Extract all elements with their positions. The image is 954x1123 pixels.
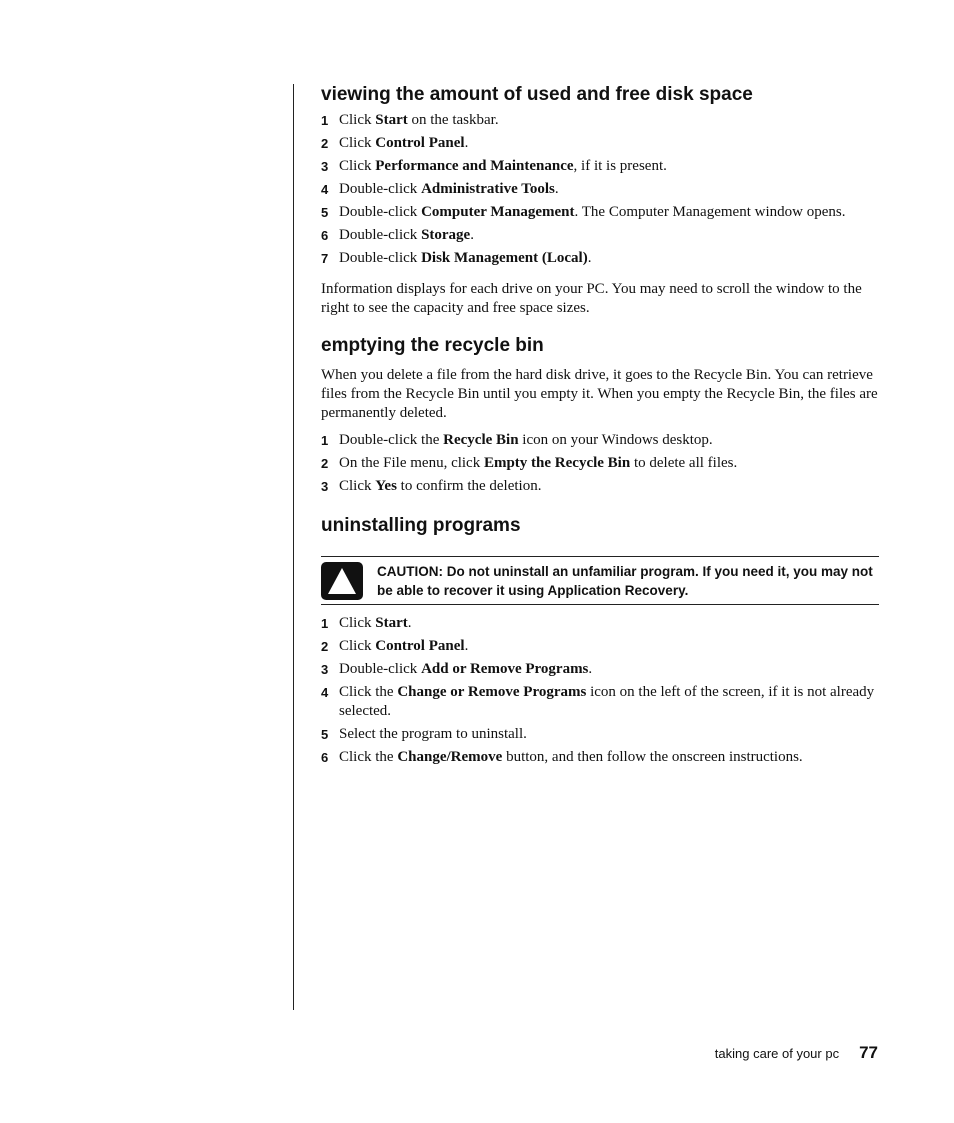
step-command: Performance and Maintenance xyxy=(375,158,574,174)
step-text-end: . xyxy=(464,638,469,654)
step-list xyxy=(321,431,879,496)
step-list xyxy=(321,614,879,767)
step-text-end: , if it is present. xyxy=(573,158,667,174)
step-number: 5 xyxy=(321,205,329,220)
caution-text: CAUTION: Do not uninstall an unfamiliar program. If you need it, you may not be able to recover it using Application Recovery. xyxy=(377,564,873,598)
step-item xyxy=(321,614,879,633)
step-command: Storage xyxy=(421,227,471,243)
step-item xyxy=(321,111,879,130)
step-command: Yes xyxy=(375,478,397,494)
section-uninstall xyxy=(321,514,879,767)
step-number: 2 xyxy=(321,456,329,471)
step-item xyxy=(321,683,879,721)
step-item xyxy=(321,180,879,199)
step-number: 5 xyxy=(321,727,329,742)
step-number: 1 xyxy=(321,433,329,448)
step-text-end: on the taskbar. xyxy=(407,112,499,128)
step-item xyxy=(321,660,879,679)
step-text-end: . xyxy=(554,181,559,197)
step-command: Start xyxy=(375,112,408,128)
step-text: Click xyxy=(339,135,376,151)
step-command: Start xyxy=(375,615,408,631)
step-command: Disk Management (Local) xyxy=(421,250,588,266)
running-footer: taking care of your pc xyxy=(714,1046,840,1061)
step-number: 6 xyxy=(321,750,329,765)
step-command: Empty the Recycle Bin xyxy=(483,455,631,471)
step-item xyxy=(321,249,879,268)
margin-rule xyxy=(293,84,294,1010)
page-content xyxy=(321,83,879,771)
step-text: Click the xyxy=(339,749,398,765)
step-command: Control Panel xyxy=(375,135,465,151)
step-text: Double-click the xyxy=(339,432,444,448)
step-number: 2 xyxy=(321,136,329,151)
page-number: 77 xyxy=(859,1043,878,1062)
step-item xyxy=(321,431,879,450)
paragraph: When you delete a file from the hard disk drive, it goes to the Recycle Bin. You can retrieve files from the Recycle Bin until you empty it. When you empty the Recycle Bin, the files are permanently deleted. xyxy=(321,367,878,421)
section-heading: uninstalling programs xyxy=(321,515,521,536)
step-text-end: to confirm the deletion. xyxy=(396,478,542,494)
step-text: Double-click xyxy=(339,181,422,197)
step-text: Click xyxy=(339,158,376,174)
step-text: Click xyxy=(339,615,376,631)
section-disk-space xyxy=(321,83,879,318)
step-item xyxy=(321,157,879,176)
step-text-end: icon on the left of the screen, if it is not already selected. xyxy=(339,684,875,719)
step-number: 7 xyxy=(321,251,329,266)
step-text: Double-click xyxy=(339,250,422,266)
step-command: Administrative Tools xyxy=(421,181,555,197)
step-text: Click xyxy=(339,478,376,494)
step-item xyxy=(321,725,879,744)
warning-triangle-icon xyxy=(321,562,363,600)
step-item xyxy=(321,477,879,496)
section-heading: viewing the amount of used and free disk space xyxy=(321,84,753,105)
step-text-end: . xyxy=(464,135,469,151)
step-text-end: to delete all files. xyxy=(630,455,738,471)
step-item xyxy=(321,203,879,222)
section-recycle-bin xyxy=(321,334,879,496)
paragraph: Information displays for each drive on your PC. You may need to scroll the window to the right to see the capacity and free space sizes. xyxy=(321,281,862,316)
step-number: 3 xyxy=(321,662,329,677)
step-number: 1 xyxy=(321,113,329,128)
step-text: Click the xyxy=(339,684,398,700)
step-text-end: . The Computer Management window opens. xyxy=(574,204,846,220)
step-text: Double-click xyxy=(339,204,422,220)
caution-box xyxy=(321,556,879,605)
step-number: 6 xyxy=(321,228,329,243)
step-text: Click xyxy=(339,112,376,128)
step-text-end: . xyxy=(587,250,592,266)
step-command: Change/Remove xyxy=(397,749,503,765)
step-text-end: button, and then follow the onscreen instructions. xyxy=(502,749,803,765)
step-command: Computer Management xyxy=(421,204,575,220)
step-number: 3 xyxy=(321,479,329,494)
step-text: Click xyxy=(339,638,376,654)
step-command: Add or Remove Programs xyxy=(421,661,589,677)
step-number: 1 xyxy=(321,616,329,631)
section-heading: emptying the recycle bin xyxy=(321,335,544,356)
step-text: Double-click xyxy=(339,661,422,677)
step-item xyxy=(321,454,879,473)
step-list xyxy=(321,111,879,268)
page-footer xyxy=(715,1043,878,1063)
step-number: 2 xyxy=(321,639,329,654)
step-number: 4 xyxy=(321,182,329,197)
step-text-end: . xyxy=(588,661,593,677)
step-text-end: icon on your Windows desktop. xyxy=(518,432,713,448)
step-item xyxy=(321,748,879,767)
step-text-end: . xyxy=(407,615,412,631)
step-item xyxy=(321,226,879,245)
step-text: Select the program to uninstall. xyxy=(339,726,527,742)
step-command: Change or Remove Programs xyxy=(397,684,587,700)
step-text: Double-click xyxy=(339,227,422,243)
step-item xyxy=(321,637,879,656)
step-number: 4 xyxy=(321,685,329,700)
step-item xyxy=(321,134,879,153)
step-command: Recycle Bin xyxy=(443,432,519,448)
step-text: On the File menu, click xyxy=(339,455,484,471)
step-number: 3 xyxy=(321,159,329,174)
step-command: Control Panel xyxy=(375,638,465,654)
step-text-end: . xyxy=(470,227,474,243)
